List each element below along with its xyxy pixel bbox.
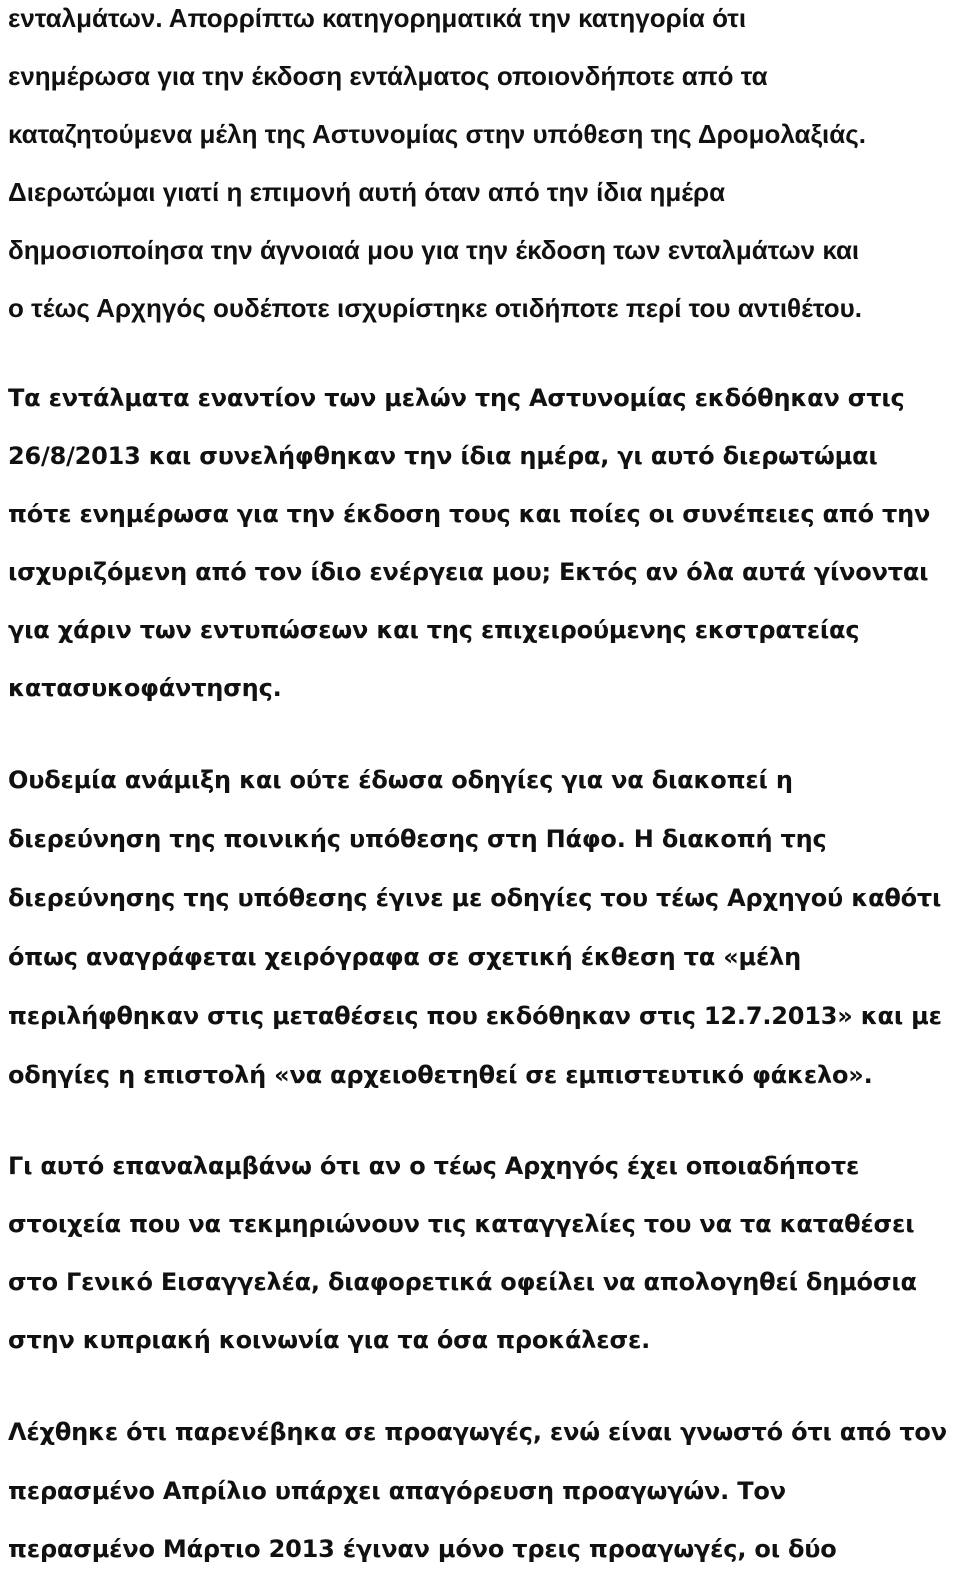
text-line: Λέχθηκε ότι παρενέβηκα σε προαγωγές, ενώ είναι γνωστό ότι από τον: [8, 1418, 947, 1446]
text-line: Διερωτώμαι γιατί η επιμονή αυτή όταν από την ίδια ημέρα: [8, 177, 726, 207]
text-line: όπως αναγράφεται χειρόγραφα σε σχετική έκθεση τα «μέλη: [8, 943, 802, 971]
text-line: στοιχεία που να τεκμηριώνουν τις καταγγελίες του να τα καταθέσει: [8, 1210, 915, 1238]
text-line: πότε ενημέρωσα για την έκδοση τους και ποίες οι συνέπειες από την: [8, 500, 931, 528]
text-line: ενημέρωσα για την έκδοση εντάλματος οποιονδήποτε από τα: [8, 61, 768, 91]
text-line: οδηγίες η επιστολή «να αρχειοθετηθεί σε εμπιστευτικό φάκελο».: [8, 1061, 873, 1089]
text-line: δημοσιοποίησα την άγνοιαά μου για την έκδοση των ενταλμάτων και: [8, 235, 860, 265]
text-line: στο Γενικό Εισαγγελέα, διαφορετικά οφείλει να απολογηθεί δημόσια: [8, 1268, 917, 1296]
text-line: 26/8/2013 και συνελήφθηκαν την ίδια ημέρα, γι αυτό διερωτώμαι: [8, 442, 878, 470]
text-line: καταζητούμενα μέλη της Αστυνομίας στην υπόθεση της Δρομολαξιάς.: [8, 119, 867, 149]
text-line: διερεύνηση της ποινικής υπόθεσης στη Πάφο. Η διακοπή της: [8, 825, 827, 853]
text-line: ισχυριζόμενη από τον ίδιο ενέργεια μου; Εκτός αν όλα αυτά γίνονται: [8, 558, 929, 586]
text-line: για χάριν των εντυπώσεων και της επιχειρούμενης εκστρατείας: [8, 616, 860, 644]
text-line: περασμένο Απρίλιο υπάρχει απαγόρευση προαγωγών. Τον: [8, 1477, 786, 1505]
text-line: στην κυπριακή κοινωνία για τα όσα προκάλεσε.: [8, 1326, 651, 1354]
text-line: Ουδεμία ανάμιξη και ούτε έδωσα οδηγίες για να διακοπεί η: [8, 766, 793, 794]
text-line: Γι αυτό επαναλαμβάνω ότι αν ο τέως Αρχηγός έχει οποιαδήποτε: [8, 1152, 860, 1180]
text-line: περασμένο Μάρτιο 2013 έγιναν μόνο τρεις προαγωγές, οι δύο: [8, 1535, 837, 1563]
text-line: περιλήφθηκαν στις μεταθέσεις που εκδόθηκαν στις 12.7.2013» και με: [8, 1002, 942, 1030]
text-line: ενταλμάτων. Απορρίπτω κατηγορηματικά την κατηγορία ότι: [8, 3, 747, 33]
text-line: διερεύνησης της υπόθεσης έγινε με οδηγίες του τέως Αρχηγού καθότι: [8, 884, 942, 912]
text-line: κατασυκοφάντησης.: [8, 674, 282, 702]
text-line: Τα εντάλματα εναντίον των μελών της Αστυνομίας εκδόθηκαν στις: [8, 384, 905, 412]
text-line: ο τέως Αρχηγός ουδέποτε ισχυρίστηκε οτιδήποτε περί του αντιθέτου.: [8, 293, 862, 323]
